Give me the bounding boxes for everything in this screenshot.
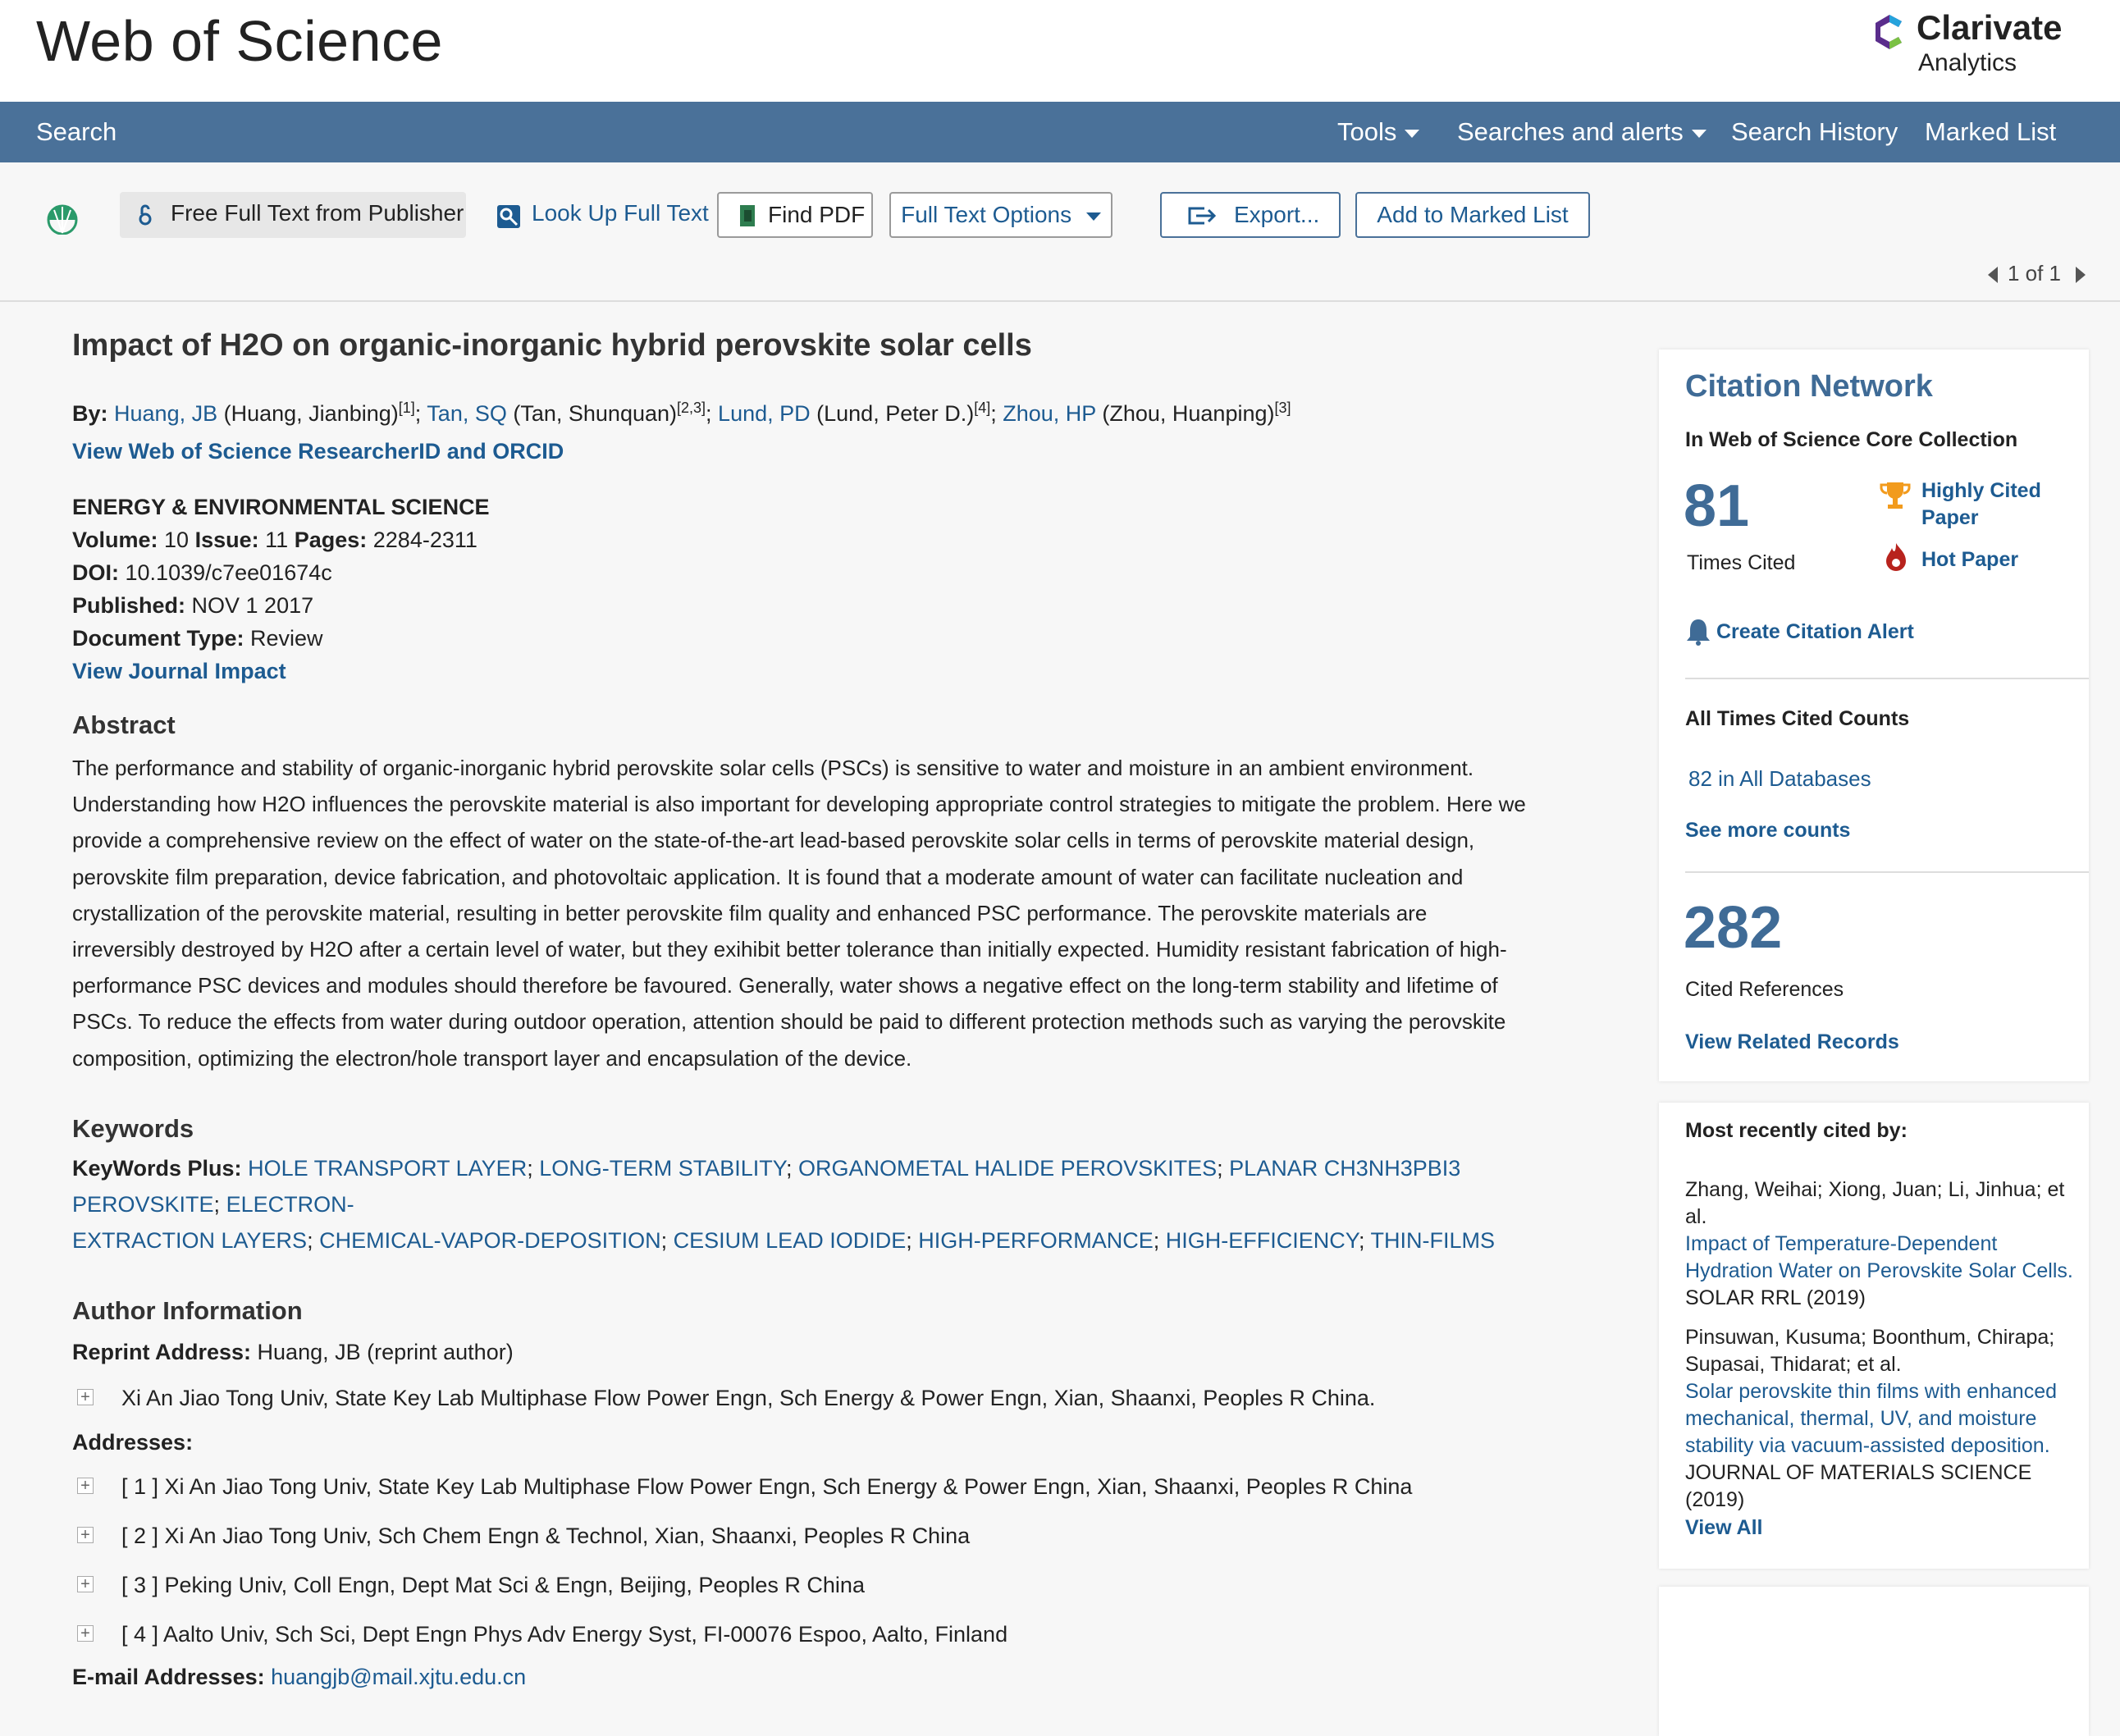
all-counts-label: All Times Cited Counts	[1685, 707, 1910, 730]
address-item	[72, 1618, 1574, 1651]
chevron-down-icon	[1692, 130, 1707, 138]
email-link[interactable]: huangjb@mail.xjtu.edu.cn	[271, 1664, 527, 1689]
address-text: [ 1 ] Xi An Jiao Tong Univ, State Key Lab Multiphase Flow Power Engn, Sch Energy & Power Engn, Xian, Shaanxi, Peoples R China	[121, 1473, 1413, 1499]
times-cited-label: Times Cited	[1687, 551, 1796, 574]
by-label: By:	[72, 401, 108, 426]
expand-plus-icon[interactable]: +	[77, 1478, 94, 1494]
addresses-label: Addresses:	[72, 1429, 194, 1455]
nav-tools-label: Tools	[1337, 117, 1397, 146]
see-more-counts-link[interactable]: See more counts	[1685, 819, 1851, 842]
nav-searches-alerts[interactable]	[1457, 102, 1707, 162]
brand-line1: Clarivate	[1917, 8, 2063, 47]
author-info-heading: Author Information	[72, 1295, 303, 1325]
previous-record-icon[interactable]	[1988, 267, 1998, 283]
full-text-toolbar	[0, 162, 2120, 302]
keyword-link[interactable]: THIN-FILMS	[1370, 1227, 1496, 1253]
keyword-link[interactable]: LONG-TERM STABILITY	[539, 1155, 787, 1181]
flame-icon	[1884, 541, 1908, 573]
full-text-options-label: Full Text Options	[901, 202, 1072, 227]
find-pdf-label: Find PDF	[768, 202, 866, 227]
keywords-line: KeyWords Plus: HOLE TRANSPORT LAYER; LONG-TERM STABILITY; ORGANOMETAL HALIDE PEROVSKITES; PLANAR CH3NH3PBI3 PEROVSKITE; ELECTRON-	[72, 1155, 1461, 1217]
free-full-text-label: Free Full Text from Publisher	[171, 200, 464, 226]
pager-label: 1 of 1	[2007, 261, 2061, 286]
citing-source: JOURNAL OF MATERIALS SCIENCE (2019)	[1685, 1461, 2032, 1511]
citing-title-line: stability via vacuum-assisted deposition.	[1685, 1434, 2050, 1457]
find-pdf-button[interactable]	[717, 192, 873, 238]
citing-authors-line: Zhang, Weihai; Xiong, Juan; Li, Jinhua; et	[1685, 1178, 2065, 1201]
doctype-label: Document Type:	[72, 626, 244, 651]
keywords-line: EXTRACTION LAYERS; CHEMICAL-VAPOR-DEPOSITION; CESIUM LEAD IODIDE; HIGH-PERFORMANCE; HIGH-EFFICIENCY; THIN-FILMS	[72, 1227, 1496, 1253]
abstract-line: crystallization of the perovskite material, resulting in better perovskite film quality and enhanced PSC performance. The perovskite materials are	[72, 900, 1428, 925]
issue-value: 11	[265, 528, 289, 552]
nav-searches-alerts-label: Searches and alerts	[1457, 117, 1684, 146]
abstract-line: PSCs. To reduce the effects from water during outdoor operation, attention should be paid to different protection methods such as varying the perovskite	[72, 1009, 1506, 1035]
journal-impact-link[interactable]: View Journal Impact	[72, 659, 286, 683]
article-title: Impact of H2O on organic-inorganic hybrid perovskite solar cells	[72, 328, 1032, 363]
recently-cited-heading: Most recently cited by:	[1685, 1119, 1908, 1142]
citing-authors-line: Supasai, Thidarat; et al.	[1685, 1353, 1902, 1376]
recently-cited-panel	[1659, 1103, 2089, 1569]
record-main	[72, 328, 1574, 1693]
export-icon	[1186, 205, 1218, 226]
view-related-records-link[interactable]: View Related Records	[1685, 1030, 1899, 1053]
citing-source: SOLAR RRL (2019)	[1685, 1286, 1866, 1309]
pages-label: Pages:	[294, 528, 368, 552]
published-row	[72, 589, 1574, 622]
reprint-address-text: Xi An Jiao Tong Univ, State Key Lab Multiphase Flow Power Engn, Sch Energy & Power Engn, Xian, Shaanxi, Peoples R China.	[121, 1385, 1376, 1410]
abstract-line: composition, optimizing the electron/hole transport layer and encapsulation of the device.	[72, 1045, 912, 1071]
citation-network-panel	[1659, 349, 2089, 1081]
hot-paper-link[interactable]: Hot Paper	[1921, 548, 2019, 571]
cited-references-label: Cited References	[1685, 978, 1844, 1001]
keyword-link[interactable]: ORGANOMETAL HALIDE PEROVSKITES	[798, 1155, 1218, 1181]
export-button[interactable]	[1160, 192, 1341, 238]
author-affiliation: [2,3]	[677, 400, 706, 416]
reprint-row	[72, 1336, 1574, 1368]
issue-label: Issue:	[194, 528, 259, 552]
volume-row	[72, 523, 1574, 556]
export-label: Export...	[1234, 202, 1320, 227]
add-to-marked-list-button[interactable]	[1355, 192, 1590, 238]
reprint-address	[72, 1382, 1574, 1414]
email-row	[72, 1661, 1574, 1693]
bell-icon	[1685, 617, 1711, 646]
abstract-text	[72, 750, 1574, 1076]
author-affiliation: [3]	[1274, 400, 1291, 416]
add-to-marked-list-label: Add to Marked List	[1377, 202, 1569, 227]
all-databases-link[interactable]: 82 in All Databases	[1688, 766, 1871, 791]
keyword-link[interactable]: ELECTRON-	[226, 1191, 354, 1217]
published-value: NOV 1 2017	[191, 593, 314, 618]
citing-title-link[interactable]	[1685, 1231, 2079, 1285]
main-nav	[0, 102, 2120, 162]
citation-network-heading: Citation Network	[1685, 369, 1933, 404]
author-fullname: (Zhou, Huanping)	[1102, 401, 1275, 426]
volume-value: 10	[164, 528, 190, 552]
citing-title-line: Impact of Temperature-Dependent	[1685, 1232, 1998, 1255]
clarivate-logo-icon	[1869, 11, 1910, 53]
divider	[1685, 871, 2089, 873]
record-pager	[1988, 261, 2086, 286]
free-full-text-button[interactable]	[120, 192, 466, 238]
cited-references-count[interactable]: 282	[1684, 895, 1783, 961]
pages-value: 2284-2311	[372, 528, 477, 552]
doctype-value: Review	[250, 626, 323, 651]
expand-plus-icon[interactable]: +	[77, 1625, 94, 1642]
expand-plus-icon[interactable]: +	[77, 1576, 94, 1592]
abstract-line: perovskite film preparation, device fabrication, and photovoltaic application. It is found that a moderate amount of water can facilitate nucleation and	[72, 864, 1464, 889]
look-up-full-text-button[interactable]	[496, 192, 709, 238]
doi-label: DOI:	[72, 560, 119, 585]
app-title[interactable]: Web of Science	[36, 9, 443, 73]
highly-cited-link[interactable]	[1921, 477, 2041, 532]
keywords-plus-label: KeyWords Plus:	[72, 1155, 242, 1181]
keywords-plus	[72, 1150, 1574, 1259]
look-up-full-text-label: Look Up Full Text	[532, 200, 709, 226]
trophy-icon	[1879, 479, 1912, 512]
keyword-link[interactable]: HOLE TRANSPORT LAYER	[248, 1155, 528, 1181]
author-fullname: (Lund, Peter D.)	[816, 401, 975, 426]
abstract-line: The performance and stability of organic-inorganic hybrid perovskite solar cells (PSCs) is sensitive to water and moisture in an ambient environment.	[72, 756, 1474, 780]
keyword-link[interactable]: PLANAR CH3NH3PBI3 PEROVSKITE	[72, 1155, 1461, 1217]
address-text: [ 4 ] Aalto Univ, Sch Sci, Dept Engn Phys Adv Energy Syst, FI-00076 Espoo, Aalto, Finland	[121, 1621, 1008, 1647]
author-affiliation: [4]	[974, 400, 991, 416]
author-link[interactable]: Huang, JB	[114, 401, 218, 426]
chevron-down-icon	[1086, 212, 1101, 221]
published-label: Published:	[72, 593, 186, 618]
abstract-line: performance PSC devices and modules should therefore be favoured. Generally, water shows a negative effect on the long-term stability and lifetime of	[72, 973, 1498, 998]
doctype-row	[72, 622, 1574, 655]
author-fullname: (Huang, Jianbing)	[223, 401, 399, 426]
keyword-link[interactable]: CHEMICAL-VAPOR-DEPOSITION	[319, 1227, 661, 1253]
nav-search[interactable]: Search	[36, 117, 117, 146]
citing-title-line: Hydration Water on Perovskite Solar Cells.	[1685, 1259, 2073, 1282]
next-record-icon[interactable]	[2076, 267, 2086, 283]
highly-cited-line1: Highly Cited	[1921, 479, 2041, 502]
brand-line2: Analytics	[1918, 49, 2017, 76]
pdf-leaf-icon	[737, 203, 758, 228]
keywords-heading: Keywords	[72, 1113, 194, 1143]
keyword-link[interactable]: CESIUM LEAD IODIDE	[673, 1227, 907, 1253]
address-item	[72, 1569, 1574, 1601]
abstract-line: irreversibly destroyed by H2O after a certain level of water, but they exihibit better tolerance than initially expected. Humidity resistant fabrication of high-	[72, 937, 1507, 962]
view-all-link[interactable]: View All	[1685, 1516, 1763, 1539]
citing-title-link[interactable]	[1685, 1378, 2079, 1460]
abstract-line: provide a comprehensive review on the effect of water on the state-of-the-art lead-based perovskite solar cells in terms of perovskite material design,	[72, 828, 1475, 853]
citing-title-line: Solar perovskite thin films with enhanced	[1685, 1380, 2058, 1403]
highly-cited-line2: Paper	[1921, 506, 1979, 529]
create-citation-alert-link[interactable]: Create Citation Alert	[1716, 620, 1914, 643]
volume-label: Volume:	[72, 528, 158, 552]
citing-authors-line: al.	[1685, 1205, 1707, 1228]
address-text: [ 2 ] Xi An Jiao Tong Univ, Sch Chem Engn & Technol, Xian, Shaanxi, Peoples R China	[121, 1523, 971, 1548]
authors-row: By: Huang, JB (Huang, Jianbing)[1]; Tan, SQ (Tan, Shunquan)[2,3]; Lund, PD (Lund, Peter D.)[4]; Zhou, HP (Zhou, Huanping)[3]	[72, 400, 1291, 426]
expand-plus-icon[interactable]: +	[77, 1389, 94, 1405]
doi-row	[72, 556, 1574, 589]
chevron-down-icon	[1405, 130, 1419, 138]
keyword-link[interactable]: EXTRACTION LAYERS	[72, 1227, 308, 1253]
address-text: [ 3 ] Peking Univ, Coll Engn, Dept Mat Sci & Engn, Beijing, Peoples R China	[121, 1572, 865, 1597]
collection-label: In Web of Science Core Collection	[1685, 428, 2018, 451]
email-label: E-mail Addresses:	[72, 1664, 265, 1689]
citing-authors-line: Pinsuwan, Kusuma; Boonthum, Chirapa;	[1685, 1326, 2055, 1349]
keyword-link[interactable]: HIGH-PERFORMANCE	[918, 1227, 1154, 1253]
nav-marked-list[interactable]: Marked List	[1925, 117, 2057, 146]
author-affiliation: [1]	[398, 400, 415, 416]
look-up-icon	[496, 203, 522, 230]
citing-title-line: mechanical, thermal, UV, and moisture	[1685, 1407, 2037, 1430]
abstract-heading: Abstract	[72, 710, 176, 739]
author-link[interactable]: Lund, PD	[718, 401, 811, 426]
top-header	[0, 0, 2120, 102]
reprint-author: Huang, JB (reprint author)	[257, 1339, 514, 1364]
empty-sidebar-panel	[1659, 1587, 2089, 1736]
author-fullname: (Tan, Shunquan)	[513, 401, 677, 426]
full-text-options-dropdown[interactable]	[889, 192, 1113, 238]
open-access-icon[interactable]	[44, 202, 80, 235]
divider	[1685, 678, 2089, 679]
address-item	[72, 1470, 1574, 1503]
doi-value: 10.1039/c7ee01674c	[125, 560, 332, 585]
researcher-id-link[interactable]: View Web of Science ResearcherID and ORCID	[72, 439, 564, 464]
citing-item	[1685, 1176, 2079, 1312]
author-link[interactable]: Zhou, HP	[1003, 401, 1096, 426]
abstract-line: Understanding how H2O influences the perovskite material is also important for developing appropriate control strategies to mitigate the problem. Here we	[72, 792, 1526, 817]
journal-name: ENERGY & ENVIRONMENTAL SCIENCE	[72, 495, 490, 519]
address-item	[72, 1519, 1574, 1552]
reprint-label: Reprint Address:	[72, 1339, 252, 1364]
citing-item	[1685, 1324, 2079, 1514]
keyword-link[interactable]: HIGH-EFFICIENCY	[1165, 1227, 1359, 1253]
nav-search-history[interactable]: Search History	[1731, 117, 1898, 146]
open-lock-icon	[138, 203, 153, 226]
nav-tools[interactable]	[1337, 102, 1419, 162]
clarivate-logo[interactable]	[1869, 8, 2082, 82]
author-link[interactable]: Tan, SQ	[427, 401, 507, 426]
times-cited-count[interactable]: 81	[1684, 473, 1750, 539]
expand-plus-icon[interactable]: +	[77, 1527, 94, 1543]
